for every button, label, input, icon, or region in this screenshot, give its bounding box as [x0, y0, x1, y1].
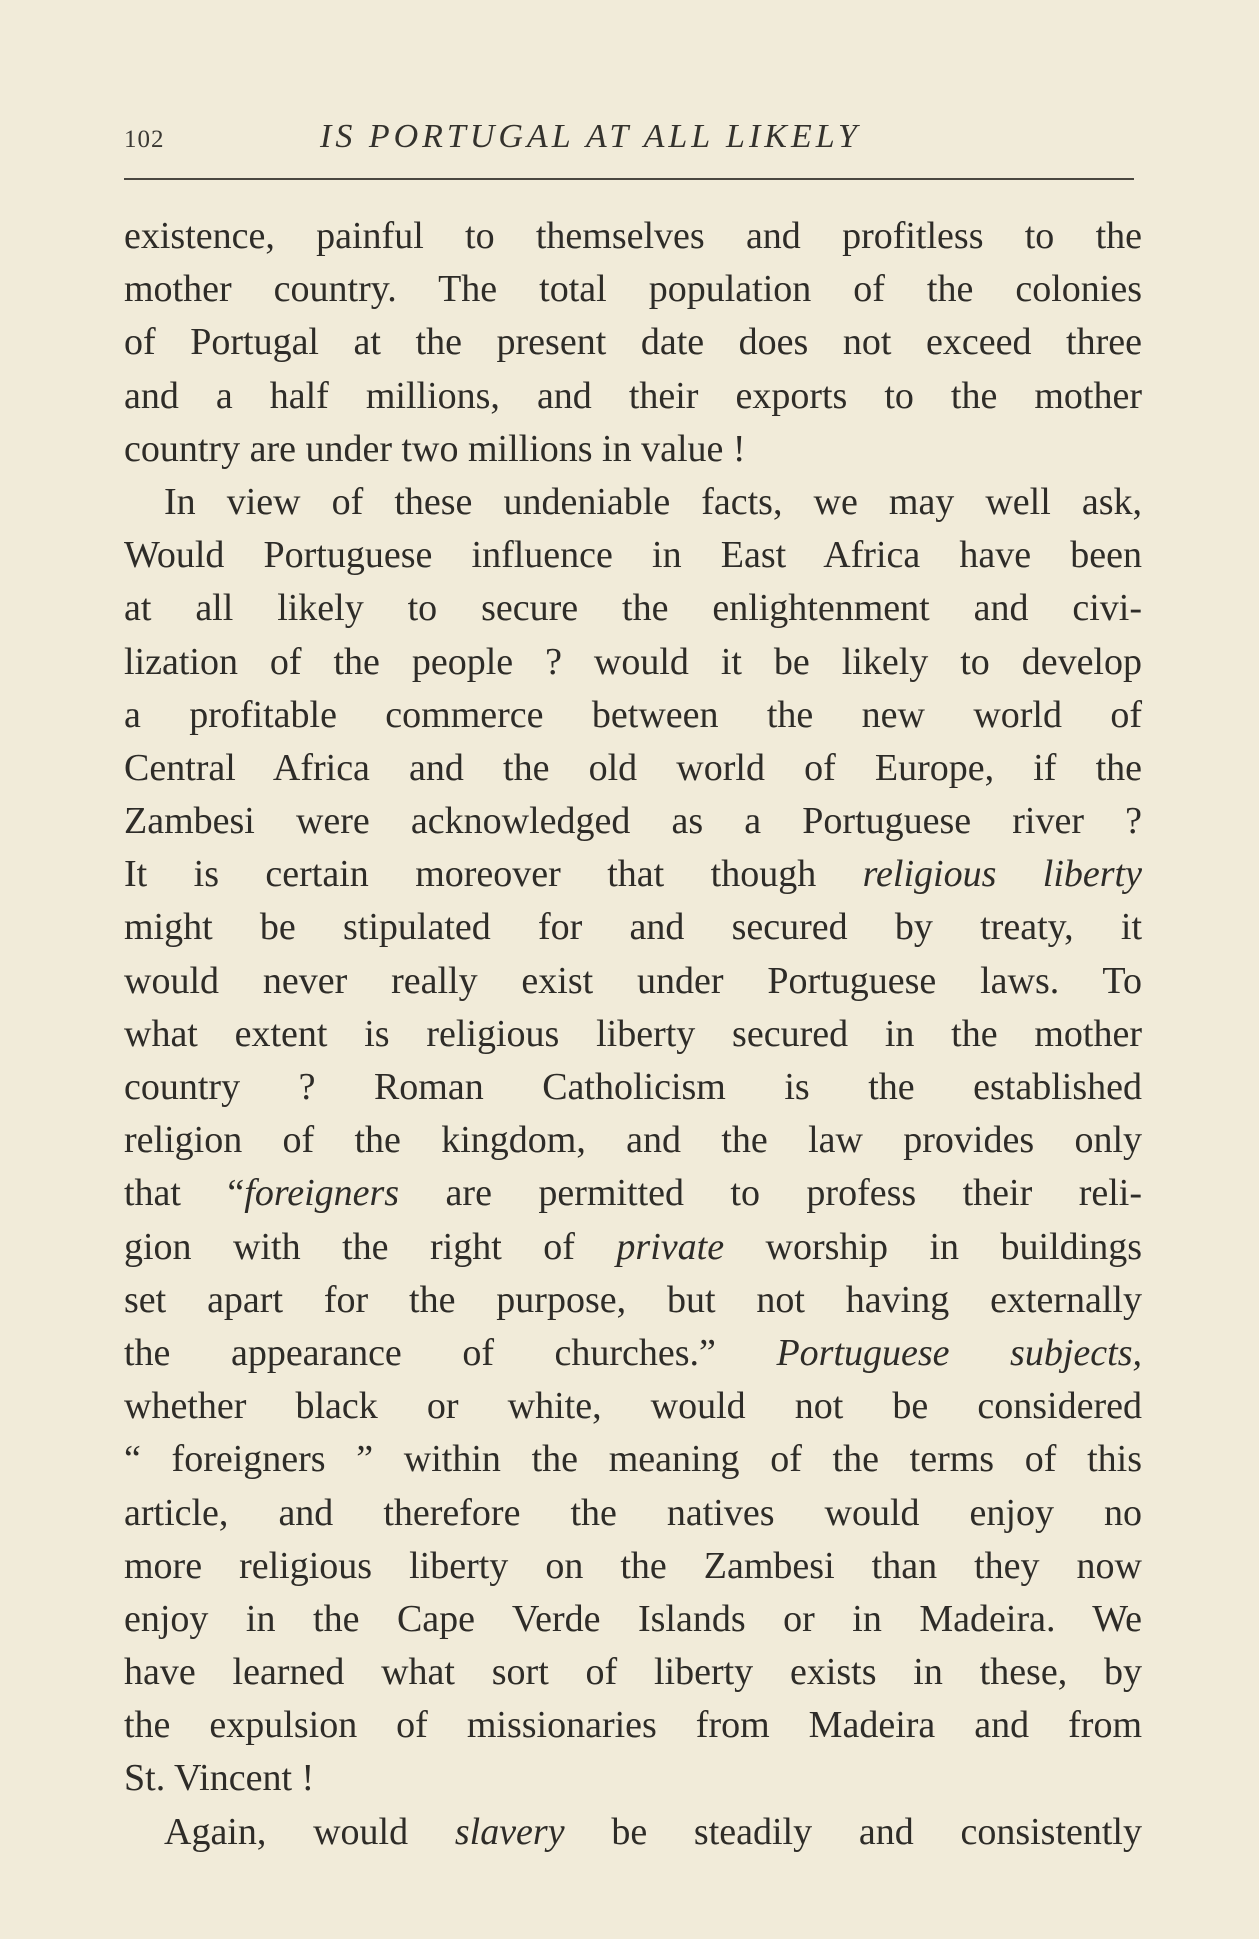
text-line [124, 1380, 1142, 1433]
text-line [124, 210, 1142, 263]
text-line [124, 1752, 1142, 1805]
text-line [124, 423, 1142, 476]
text-line [124, 529, 1142, 582]
text-run: set apart for the purpose, but not having externally [124, 1278, 1142, 1321]
text-line [124, 1806, 1142, 1859]
italic-text: private [616, 1225, 725, 1268]
page-number: 102 [124, 126, 165, 153]
text-line [124, 1593, 1142, 1646]
italic-text: slavery [454, 1810, 565, 1853]
text-run: what extent is religious liberty secured in the mother [124, 1012, 1142, 1055]
text-run: lization of the people ? would it be likely to develop [124, 640, 1142, 683]
text-run: gion with the right of [124, 1225, 617, 1268]
text-line [124, 1061, 1142, 1114]
text-line [124, 901, 1142, 954]
text-run: that “ [124, 1172, 245, 1215]
text-run: country are under two millions in value ! [124, 427, 746, 470]
text-run: Would Portuguese influence in East Africa have been [124, 534, 1142, 577]
text-run: Zambesi were acknowledged as a Portuguese river ? [124, 800, 1142, 843]
text-run: a profitable commerce between the new world of [124, 693, 1142, 736]
text-line [124, 1646, 1142, 1699]
italic-text: religious liberty [862, 853, 1142, 896]
text-run: country ? Roman Catholicism is the established [124, 1066, 1142, 1108]
text-run: might be stipulated for and secured by treaty, it [124, 906, 1142, 949]
text-line [124, 1274, 1142, 1327]
text-run: more religious liberty on the Zambesi than they now [124, 1544, 1142, 1587]
text-run: In view of these undeniable facts, we may well ask, [164, 480, 1142, 523]
text-line [124, 795, 1142, 848]
text-run: article, and therefore the natives would enjoy no [124, 1491, 1142, 1534]
text-run: religion of the kingdom, and the law provides only [124, 1119, 1142, 1162]
italic-text: foreigners [244, 1172, 400, 1215]
text-run: have learned what sort of liberty exists in these, by [124, 1651, 1142, 1694]
text-run: at all likely to secure the enlightenment and civi- [124, 587, 1142, 630]
text-run: St. Vincent ! [124, 1757, 315, 1800]
text-run: worship in buildings [724, 1225, 1142, 1268]
italic-text: Portuguese subjects, [776, 1331, 1142, 1374]
text-line [124, 316, 1142, 369]
text-line [124, 370, 1142, 423]
header-rule [124, 178, 1134, 180]
text-line [124, 1221, 1142, 1274]
text-line [124, 1487, 1142, 1540]
text-run: be steadily and consistently [564, 1810, 1142, 1853]
text-line [124, 1327, 1142, 1380]
text-run: Again, would [164, 1810, 455, 1853]
text-run: are permitted to profess their reli- [399, 1172, 1142, 1215]
text-line [124, 476, 1142, 529]
text-line [124, 1167, 1142, 1220]
text-run: the expulsion of missionaries from Madeira and from [124, 1704, 1142, 1747]
text-run: mother country. The total population of the colonies [124, 268, 1142, 311]
running-header [124, 112, 1134, 162]
text-line [124, 1699, 1142, 1752]
text-run: would never really exist under Portuguese laws. To [124, 959, 1142, 1002]
text-line [124, 1433, 1142, 1486]
text-line [124, 955, 1142, 1008]
text-line [124, 636, 1142, 689]
text-run: It is certain moreover that though [124, 853, 863, 896]
text-line [124, 742, 1142, 795]
text-run: of Portugal at the present date does not exceed three [124, 321, 1142, 364]
text-line [124, 263, 1142, 316]
text-line [124, 1114, 1142, 1167]
text-run: existence, painful to themselves and profitless to the [124, 215, 1142, 257]
body-text [124, 210, 1142, 1859]
text-run: whether black or white, would not be considered [124, 1385, 1142, 1428]
text-line [124, 1540, 1142, 1593]
text-run: “ foreigners ” within the meaning of the terms of this [124, 1438, 1142, 1481]
text-line [124, 1008, 1142, 1061]
running-title: IS PORTUGAL AT ALL LIKELY [320, 118, 861, 155]
text-run: Central Africa and the old world of Europe, if the [124, 746, 1142, 789]
text-line [124, 582, 1142, 635]
text-run: and a half millions, and their exports to the mother [124, 374, 1142, 417]
text-line [124, 689, 1142, 742]
text-line [124, 848, 1142, 901]
text-run: the appearance of churches.” [124, 1331, 777, 1374]
text-run: enjoy in the Cape Verde Islands or in Madeira. We [124, 1597, 1142, 1640]
